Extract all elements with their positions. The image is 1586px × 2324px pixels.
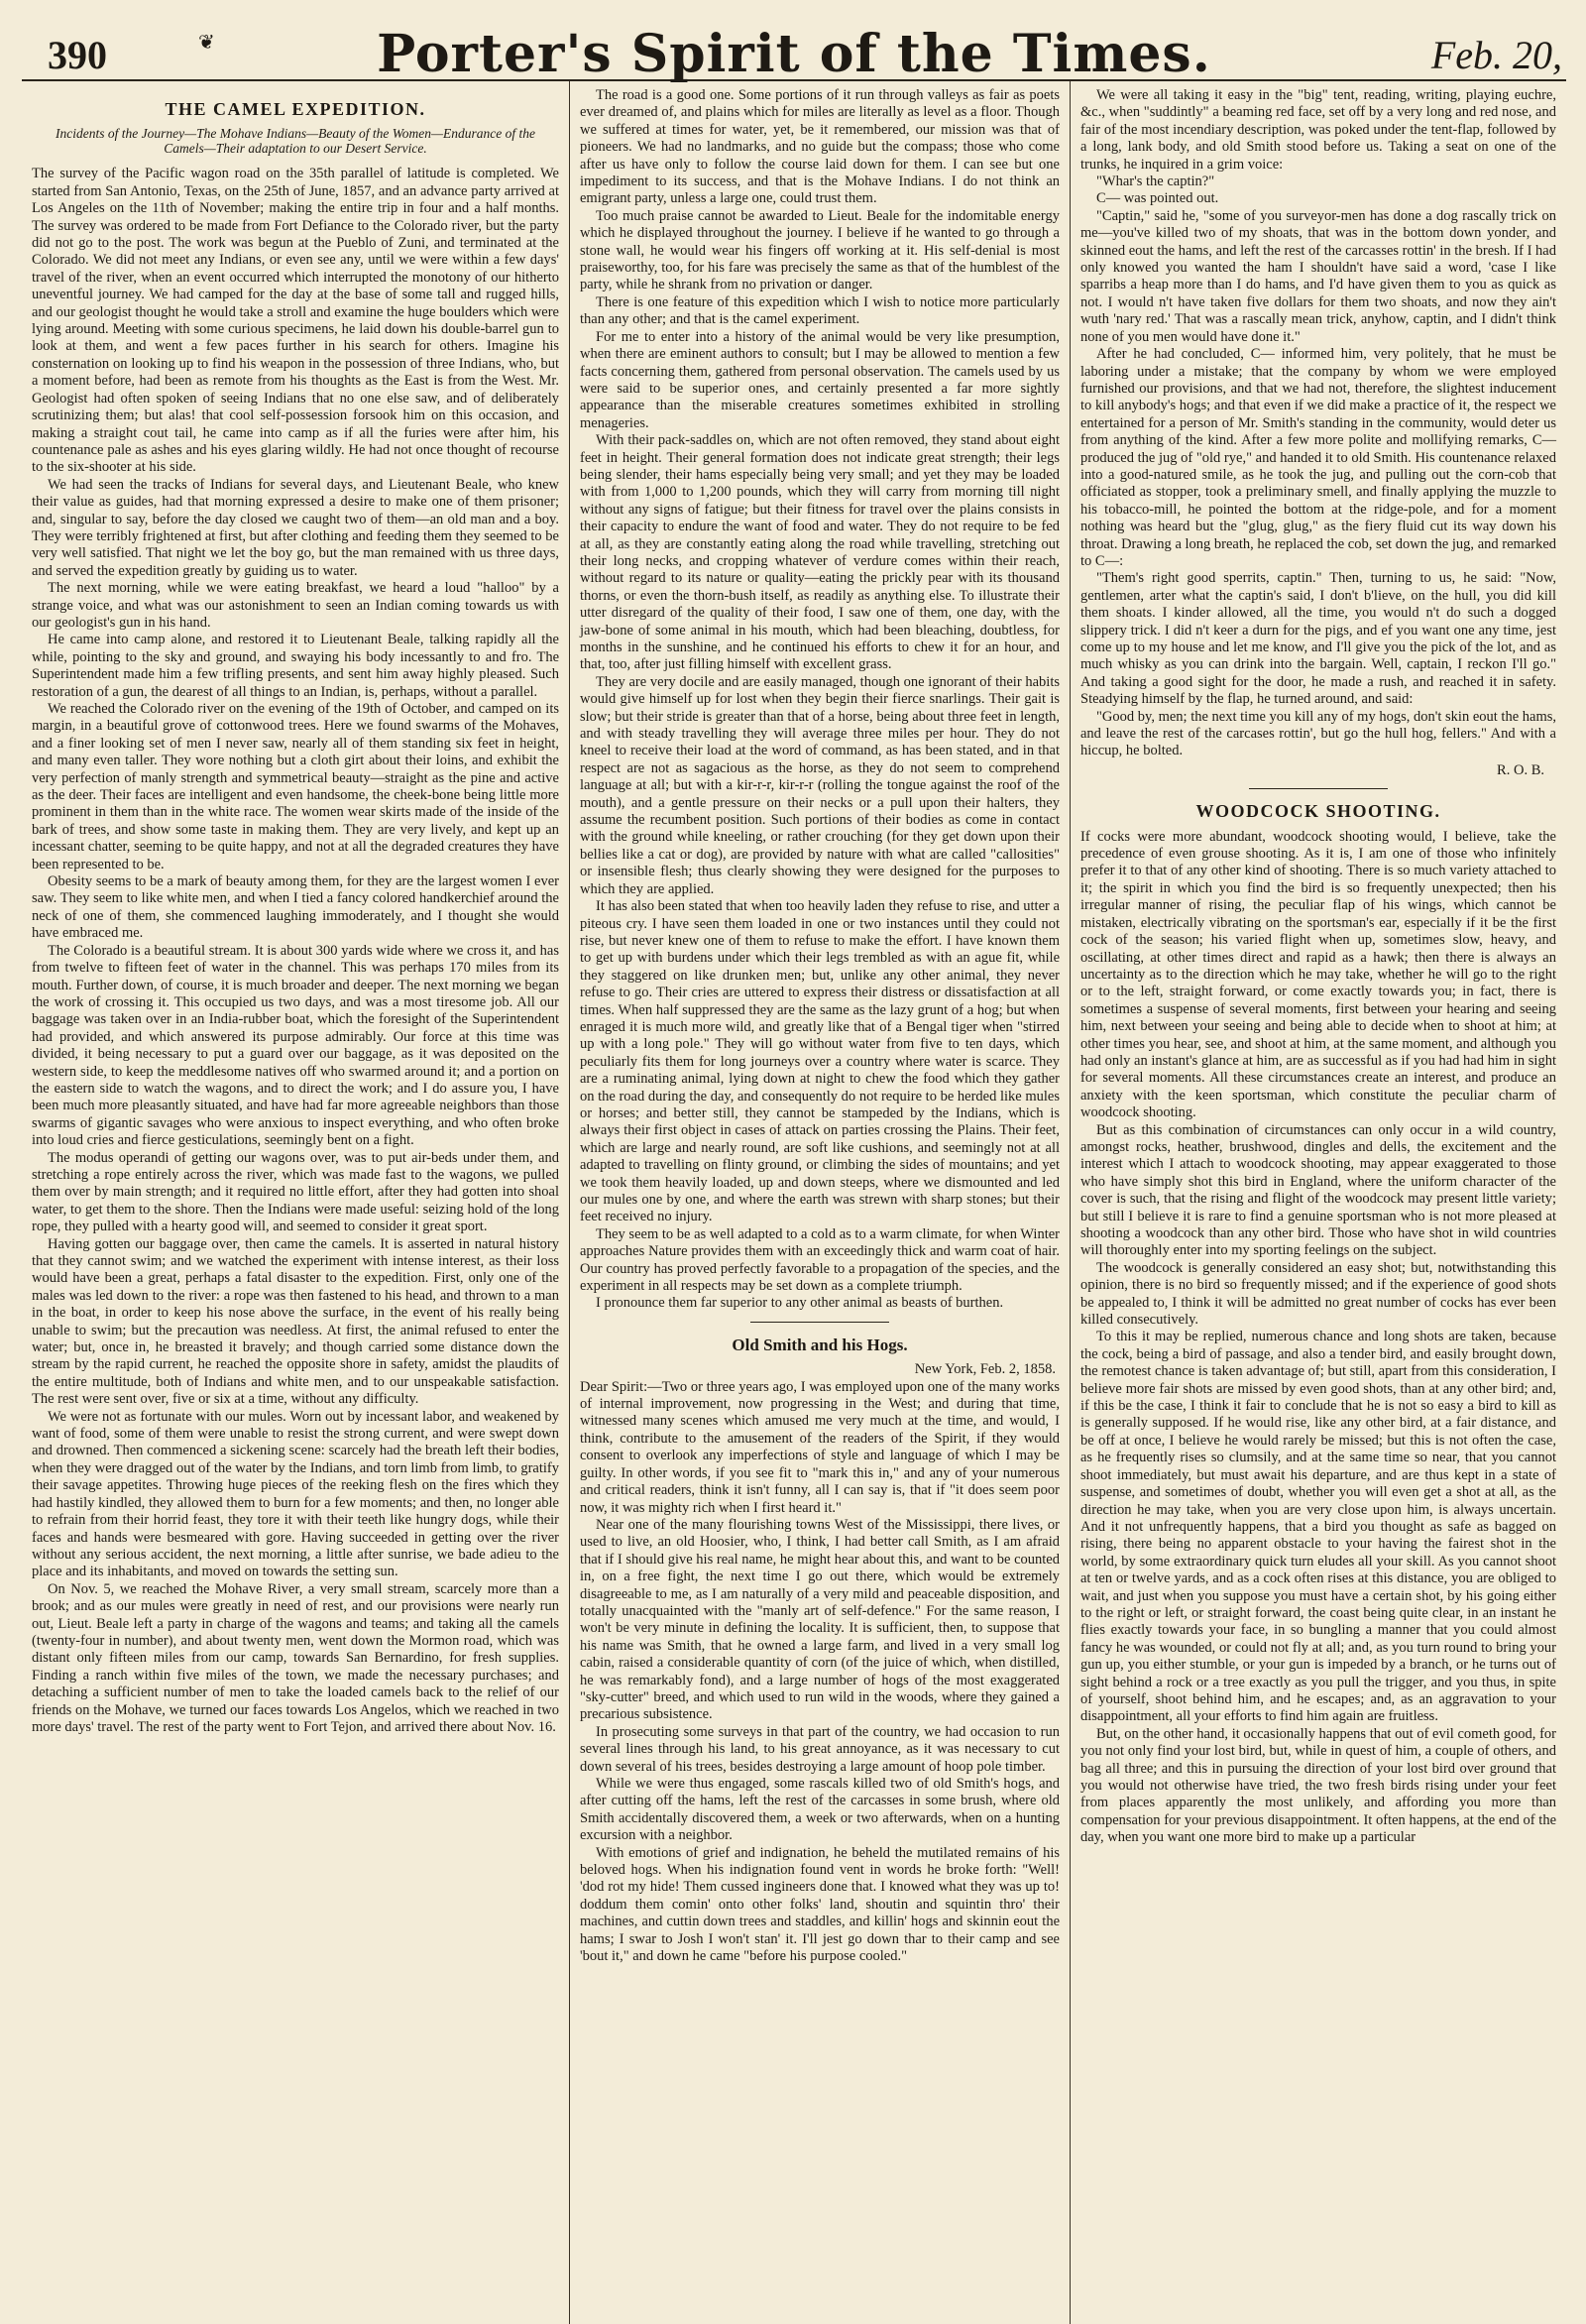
- woodcock-paragraph: But, on the other hand, it occasionally happens that out of evil cometh good, for you not only find your lost bird, but, while in quest of him, a couple of others, and bag all three; and this in pursuing the direction of your lost bird over ground that you would not otherwise have tried, the two fresh birds rising under your feet from places apparently the most unlikely, and affording you more than compensation for your previous disappointment. It often happens, at the end of the day, when you want one more bird to make up a particular: [1080, 1725, 1556, 1846]
- woodcock-paragraph: If cocks were more abundant, woodcock shooting would, I believe, take the precedence of even grouse shooting. As it is, I am one of those who infinitely prefer it to that of any other kind of shooting. There is so much variety attached to it; the spirit in which you find the bird is so frequently unexpected; then his irregular manner of rising, the peculiar flap of his wings, which cannot be mistaken, electrically vibrating on the sportsman's ear, especially if it be the first cock of the season; his varied flight when up, sometimes slow, heavy, and oscillating, at other times direct and rapid as a hawk; then there is always an uncertainty as to the direction which he may take, whether he will go to the right or to the left, straight forward, or come exactly towards you; in fact, there is sometimes a suspense of several moments, first between your hearing and seeing him, next between your seeing and being able to decide when to shoot at him; at other times you hear, see, and shoot at him, at the same moment, and although you had only an instant's glance at him, are as successful as if you had had him in sight for several moments. All these circumstances create an interest, and produce an anxiety with the keen sportsman, which constitute the peculiar charm of woodcock shooting.: [1080, 828, 1556, 1121]
- smith-paragraph: After he had concluded, C— informed him, very politely, that he must be laboring under a mistake; that the company by whom we were employed furnished our provisions, and that we had not, therefore, the slightest inducement to kill anybody's hogs; and that even if we did make a practice of it, the respect we entertained for a person of Mr. Smith's standing in the community, would deter us from anything of the kind. After a few more polite and mollifying remarks, C— produced the jug of "old rye," and handed it to old Smith. His countenance relaxed into a good-natured smile, as he took the jug, and pulling out the corn-cob that officiated as stopper, took a preliminary smell, and finally applying the muzzle to his tobacco-mill, he pointed the bottom at the ridge-pole, and for a moment nothing was heard but the "glug, glug," as the fiery fluid cut its way down his throat. Drawing a long breath, he replaced the cob, set down the jug, and remarked to C—:: [1080, 346, 1556, 569]
- column-2: [569, 81, 1070, 2324]
- smith-dateline: New York, Feb. 2, 1858.: [914, 1361, 1056, 1378]
- camel-paragraph: There is one feature of this expedition which I wish to notice more particularly than any other; and that is the camel experiment.: [580, 293, 1060, 328]
- newspaper-title: Porter's Spirit of the Times.: [377, 24, 1211, 84]
- fleuron-icon: ❦: [198, 32, 215, 54]
- smith-paragraph: We were all taking it easy in the "big" tent, reading, writing, playing euchre, &c., when "suddintly" a beaming red face, set off by a very long and red nose, and fair of the most incendiary description, was poked under the tent-flap, followed by a long, lank body, and old Smith stood before us. Taking a seat on one of the trunks, he inquired in a grim voice:: [1080, 87, 1556, 173]
- column-1: [22, 81, 569, 2324]
- camel-paragraph: He came into camp alone, and restored it to Lieutenant Beale, talking rapidly all the while, pointing to the sky and ground, and swaying his body incessantly to and fro. The Superintendent made him a few trifling presents, and sent him away highly pleased. Such restoration of a gun, the dearest of all things to an Indian, is, perhaps, without a parallel.: [32, 632, 559, 700]
- smith-paragraph: "Good by, men; the next time you kill any of my hogs, don't skin eout the hams, and leave the rest of the carcases rottin', but go the hull hog, fellers." And with a hiccup, he bolted.: [1080, 708, 1556, 759]
- camel-paragraph: We reached the Colorado river on the evening of the 19th of October, and camped on its margin, in a beautiful grove of cottonwood trees. Here we found swarms of the Mohaves, and a finer looking set of men I never saw, nearly all of them standing six feet in height, and many even taller. They wore nothing but a cloth girt about their loins, and exhibit the very perfection of manly strength and symmetrical beauty—straight as the pine and active as the deer. Their faces are intelligent and even handsome, the cheek-bone being little more prominent in them than in the white race. The women wear skirts made of the inside of the bark of trees, and show some taste in making them. They are very lively, and kept up an incessant chatter, seeming to be quite happy, and not at all the degraded creatures they have been represented to be.: [32, 701, 559, 872]
- camel-paragraph: They seem to be as well adapted to a cold as to a warm climate, for when Winter approaches Nature provides them with an exceedingly thick and warm coat of hair. Our country has proved perfectly favorable to a propagation of the species, and the experiment in all respects may be set down as a complete triumph.: [580, 1225, 1060, 1295]
- issue-date: Feb. 20,: [1430, 33, 1562, 77]
- camel-paragraph: Too much praise cannot be awarded to Lieut. Beale for the indomitable energy which he displayed throughout the journey. I believe if he wanted to go through a stone wall, he would wear his fingers off working at it. His self-denial is most praiseworthy, too, for his fare was precisely the same as that of the humblest of the party, while he shrank from no privation or danger.: [580, 207, 1060, 293]
- smith-signature: R. O. B.: [1497, 761, 1544, 778]
- camel-paragraph: We had seen the tracks of Indians for several days, and Lieutenant Beale, who knew their value as guides, had that morning expressed a desire to make one of them prisoner; and, singular to say, before the day closed we caught two of them—an old man and a boy. They were terribly frightened at first, but after clothing and feeding them they seemed to be very well satisfied. That night we let the boy go, but the man remained with us three days, and served the expedition greatly by guiding us to water.: [32, 476, 559, 579]
- camel-paragraph: The road is a good one. Some portions of it run through valleys as fair as poets ever dreamed of, and plains which for miles are literally as level as a floor. Though we suffered at times for water, yet, be it remembered, our mission was that of pioneers. We had no landmarks, and no guide but the compass; those who come after us have only to follow the course laid down for them. I can see but one impediment to its success, and that is the Mohave Indians. I do not think an emigrant party, unless a large one, could trust them.: [580, 87, 1060, 207]
- camel-paragraph: They are very docile and are easily managed, though one ignorant of their habits would give himself up for lost when they begin their fierce snarlings. Their gait is slow; but their stride is greater than that of a horse, being about three feet in length, and with steady travelling they will average three miles per hour. They do not kneel to receive their load at the word of command, as has been stated, and in that respect are not as sagacious as the horse, as they do not seem to comprehend language at all; but with a kir-r-r, kir-r-r (rolling the tongue against the roof of the mouth), and a gentle pressure on their necks or a pull upon their halters, they assume the recumbent position. Such portions of their bodies as come in contact with the ground while kneeling, or rather crouching (for they get down upon their bellies like a cat or dog), are provided by nature with what are called "callosities" or insensible flesh; thus clearly showing they were designed for the purposes to which they are applied.: [580, 673, 1060, 897]
- woodcock-paragraph: The woodcock is generally considered an easy shot; but, notwithstanding this opinion, there is no bird so frequently missed; and if the experience of good shots be appealed to, I think it will be admitted no great number of cocks has ever been killed consecutively.: [1080, 1259, 1556, 1329]
- column-3: [1070, 81, 1566, 2324]
- smith-paragraph: C— was pointed out.: [1096, 190, 1219, 207]
- smith-paragraph: Near one of the many flourishing towns West of the Mississippi, there lives, or used to live, an old Hoosier, who, I think, I had better call Smith, as I am afraid that if I should give his real name, he might hear about this, and want to be counted in, on a free fight, the next time I go out there, which would be extremely disagreeable to me, as I am naturally of a very mild and peaceable disposition, and totally unacquainted with the "manly art of self-defence." For the same reason, I won't be very minute in defining the locality. It is sufficient, then, to suppose that his name was Smith, that he owned a large farm, and lived in a very small log cabin, raised a considerable quantity of corn (of the juice of which, when distilled, he was remarkably fond), and a large number of hogs of the most exaggerated "sky-cutter" breed, and which used to run wild in the woods, where they gained a precarious subsistence.: [580, 1516, 1060, 1723]
- woodcock-paragraph: To this it may be replied, numerous chance and long shots are taken, because the cock, being a bird of passage, and also a tender bird, and easily brought down, the remotest chance is taken advantage of; but still, apart from this consideration, I believe more fair shots are missed by even good shots, than at any other bird; and, if this be the case, I think it fair to conclude that he is not so easy a bird to kill as is generally supposed. If he would rise, like any other bird, at a fair distance, and be off at once, I believe he would rarely be missed; but this is not often the case, as he frequently rises so clumsily, and at the same time so near, that you cannot shoot immediately, but must await his departure, and are thus kept in a state of suspense, and sometimes of doubt, whether you will even get a shot at all, as the direction he may take, when you are very close upon him, is always uncertain. And it not unfrequently happens, that a bird you thought as safe as bagged on rising, there being no apparent obstacle to your having the fairest shot in the world, by some extraordinary quick turn eludes all your skill. As you cannot shoot at ten or twelve yards, and as a cock often rises at this distance, you are obliged to wait, and just when you suppose you must have a certain shot, by his going either to the right or left, or straight forward, the coast being quite clear, in an instant he flies exactly towards your face, in so bungling a manner that you could almost fancy he was wounded, or could not fly at all; and, as you turn round to bring your gun up, you either stumble, or your gun is impeded by a branch, or he turns out of sight behind a rock or a tree exactly as you pull the trigger, and you thus, in spite of yourself, shoot behind him, and he escapes; and, as an aggravation to your disappointment, all your efforts to find him again are fruitless.: [1080, 1329, 1556, 1725]
- camel-paragraph: The next morning, while we were eating breakfast, we heard a loud "halloo" by a strange voice, and what was our astonishment to seen an Indian coming towards us with our geologist's gun in his hand.: [32, 580, 559, 631]
- camel-paragraph: The survey of the Pacific wagon road on the 35th parallel of latitude is completed. We started from San Antonio, Texas, on the 25th of June, 1857, and an advance party arrived at Los Angeles on the 11th of November; making the entire trip in four and a half months. The survey was ordered to be made from Fort Defiance to the Colorado river, but the party did not go to the post. The work was begun at the Pueblo of Zuni, and terminated at the Colorado. We did not meet any Indians, or even see any, until we were within a few days' travel of the river, when an event occurred which interrupted the monotony of our hitherto uneventful journey. We had camped for the day at the base of some tall and rugged hills, and our geologist thought he would take a stroll and examine the huge boulders which were lying around. Meeting with some curious specimens, he laid down his double-barrel gun to look at them, and went a few paces further in his search for others. Imagine his consternation on looking up to find his weapon in the possession of three Indians, who, but a moment before, had been as remote from his thoughts as the East is from the West. Mr. Geologist had often spoken of seeing Indians that no one else saw, and of deliberately scrutinizing them; but alas! that cool self-possession forsook him on this occasion, and making a straight cout tail, he came into camp as if all the furies were after him, his countenance pale as ashes and his eyes glaring wildly. He had not once thought of recourse to the six-shooter at his side.: [32, 166, 559, 476]
- camel-paragraph: With their pack-saddles on, which are not often removed, they stand about eight feet in height. Their general formation does not indicate great strength; their legs being slender, their hams especially being very small; and yet they may be loaded with from 1,000 to 1,200 pounds, which they will carry from morning till night without any signs of fatigue; but their fitness for travel over the plains consists in their capacity to endure the want of food and water. They do not require to be fed at all, as they are constantly eating along the road while travelling, stretching out their long necks, and cropping whatever of verdure comes within their reach, without regard to its nature or quality—eating the prickly pear with its thousand thorns, or even the thorn-bush itself, as readily as anything else. To illustrate their utter disregard of the quality of their food, I saw one of them, one day, with the jaw-bone of some animal in his mouth, which had been bleaching, doubtless, for months in the sunshine, and he continued his efforts to chew it for an hour, and that, too, after just filling himself with excellent grass.: [580, 432, 1060, 673]
- camel-paragraph: The Colorado is a beautiful stream. It is about 300 yards wide where we cross it, and has from twelve to fifteen feet of water in the channel. This was perhaps 170 miles from its mouth. Further down, of course, it is much broader and deeper. The next morning we began the work of crossing it. This occupied us two days, and was a most tiresome job. All our baggage was taken over in an India-rubber boat, which the foresight of the Superintendent had provided, and which answered its purpose admirably. Our force at this time was divided, it being necessary to put a guard over our baggage, as it was deposited on the western side, to keep the meddlesome natives off who swarmed around it; and a portion on the eastern side to watch the wagons, and to direct the work; and I do assure you, I have been much more pleasantly situated, and have had far more agreeable neighbors than those swarms of gigantic savages who were anxious to inspect everything, and who often broke into loud cries and fierce gesticulations, seemingly bent on a fight.: [32, 942, 559, 1149]
- woodcock-paragraph: But as this combination of circumstances can only occur in a wild country, amongst rocks, heather, brushwood, dingles and dells, the excitement and the interest which I attach to woodcock shooting, may appear exaggerated to those who have simply shot this bird in England, where the uniform character of the cover is such, that the rising and flight of the woodcock may present little variety; but still I believe it is rare to find a genuine sportsman who is not more pleased at shooting a woodcock than any other bird. Those who have shot in wild countries will thoroughly enter into my sporting feelings on the subject.: [1080, 1121, 1556, 1259]
- masthead: [22, 18, 1566, 84]
- camel-paragraph: Obesity seems to be a mark of beauty among them, for they are the largest women I ever saw. They seem to like white men, and when I tied a fancy colored handkerchief around the neck of one of them, she commenced laughing immoderately, and I thought she would have embraced me.: [32, 873, 559, 942]
- smith-paragraph: "Whar's the captin?": [1096, 174, 1215, 190]
- page-number: 390: [48, 33, 107, 77]
- camel-paragraph: The modus operandi of getting our wagons over, was to put air-beds under them, and stretching a rope entirely across the river, which was made fast to the wagons, we pulled them over by main strength; and it required no little effort, after they had gotten into shoal water, to get them to the shore. Then the Indians were made useful: seizing hold of the long rope, they pulled with a hearty good will, and seemed to consider it great sport.: [32, 1149, 559, 1235]
- smith-paragraph: "Captin," said he, "some of you surveyor-men has done a dog rascally trick on me—you've killed two of my shoats, that was in the bottom down yonder, and skinned eout the hams, and left the rest of the carcasses rottin' in the bresh. If I had only knowed you wanted the ham I shouldn't have said a word, 'case I like sparribs a heap more than I do hams, and I'd have given them to you as quick as not. I would n't have taken five dollars for them two shoats, and now they ain't wuth 'nary red.' That was a rascally mean trick, anyhow, captin, and I didn't think none of you men would have done it.": [1080, 207, 1556, 345]
- camel-paragraph: It has also been stated that when too heavily laden they refuse to rise, and utter a piteous cry. I have seen them loaded in one or two instances until they could not rise, but never knew one of them to refuse to make the effort. I have known them to get up with burdens under which their legs trembled as with an ague fit, while they staggered on like drunken men; but, unlike any other animal, they never refuse to go. Their cries are uttered to express their distress or dissatisfaction at all times. When half suppressed they are the same as the lazy grunt of a hog; but when enraged it is much more wild, and greatly like that of a Bengal tiger when "stirred up with a long pole." They will go without water from five to ten days, which peculiarly fits them for long journeys over a country where water is scarce. They are a ruminating animal, lying down at night to chew the food which they gather on the road during the day, and consequently do not require to be herded like mules or horses; and better still, they cannot be stampeded by the Indians, which is always their first object in cases of attack on parties crossing the Plains. Their feet, which are large and nearly round, are soft like cushions, and seemingly not at all adapted to travelling on flinty ground, or climbing the sides of mountains; and yet we took them heavily loaded, up and down steeps, where we dismounted and led our mules one by one, and where the earth was strewn with sharp stones; but their feet received no injury.: [580, 898, 1060, 1225]
- smith-paragraph: "Them's right good sperrits, captin." Then, turning to us, he said: "Now, gentlemen, arter what the captin's said, I don't b'lieve, on the hull, you did kill them shoats. I kinder allowed, all the time, you would n't do such a dogged slippery trick. I did n't keer a durn for the pigs, and ef you want one any time, jest come up to my house and let me know, and I'll give you the pick of the lot, and as much whisky as you can drink into the bargain. Well, captain, I reckon I'll go." And taking a good sight for the door, he made a rush, and reached it in safety. Steadying himself by the flap, he turned around, and said:: [1080, 570, 1556, 708]
- camel-paragraph: For me to enter into a history of the animal would be very like presumption, when there are eminent authors to consult; but I may be allowed to mention a few facts concerning them, gathered from personal observation. The camels used by us were said to be superior ones, and certainly presented a far more sightly appearance than the miserable creatures sometimes exhibited in strolling menageries.: [580, 328, 1060, 431]
- camel-paragraph: Having gotten our baggage over, then came the camels. It is asserted in natural history that they cannot swim; and we watched the experiment with intense interest, as their loss would have been a great, perhaps a fatal disaster to the expedition. First, only one of the males was led down to the river: a rope was then fastened to his head, and thrown to a man in the boat, in order to keep his nose above the surface, in the event of his really being unable to swim; but the precaution was needless. At first, the animal refused to enter the water; but, once in, he breasted it bravely; and though carried some distance down the stream by the rapid current, he reached the opposite shore in safety, amidst the plaudits of the entire multitude, both of Indians and white men, and to our unspeakable satisfaction. The rest were sent over, five or six at a time, without any difficulty.: [32, 1235, 559, 1408]
- smith-paragraph: In prosecuting some surveys in that part of the country, we had occasion to run several lines through his land, to his great annoyance, as it was necessary to cut down several of his trees, besides destroying a large amount of hoop pole timber.: [580, 1723, 1060, 1775]
- smith-paragraph: Dear Spirit:—Two or three years ago, I was employed upon one of the many works of internal improvement, now progressing in the West; and during that time, witnessed many scenes which amused me very much at the time, and would, I think, contribute to the amusement of the readers of the Spirit, if they would consent to overlook any imperfections of style and language of which I may be guilty. In other words, if you see fit to "mark this in," and any of your numerous and critical readers, think it isn't funny, all I can say is, that if "it does seem poor now, it was mighty rich when I first heard it.": [580, 1378, 1060, 1516]
- camel-paragraph: We were not as fortunate with our mules. Worn out by incessant labor, and weakened by want of food, some of them were unable to resist the strong current, and were swept down and drowned. Then commenced a sickening scene: scarcely had the breath left their bodies, when they were dragged out of the water by the Indians, and torn limb from limb, to gratify their savage appetites. Throwing huge pieces of the reeking flesh on the fires which they had hastily kindled, they allowed them to burn for a few moments; and then, no longer able to refrain from their horrid feast, they tore it with their teeth like hungry dogs, while their faces and hands were besmeared with gore. Having succeeded in getting over the river without any serious accident, the next morning, a little after sunrise, we bade adieu to the place and its inhabitants, and moved on towards the setting sun.: [32, 1408, 559, 1580]
- camel-paragraph: I pronounce them far superior to any other animal as beasts of burthen.: [596, 1295, 1004, 1312]
- camel-paragraph: On Nov. 5, we reached the Mohave River, a very small stream, scarcely more than a brook; and as our mules were greatly in need of rest, and our provisions were nearly run out, Lieut. Beale left a party in charge of the wagons and teams; and taking all the camels (twenty-four in number), and about twenty men, went down the Mormon road, which was distant only fifteen miles from our camp, towards San Bernardino, for fresh supplies. Finding a ranch within five miles of the town, we made the necessary purchases; and detaching a sufficient number of men to take the loaded camels back to the relief of our friends on the Mohave, we turned our faces towards Los Angelos, which we reached in two more days' travel. The rest of the party went to Fort Tejon, and arrived there about Nov. 16.: [32, 1580, 559, 1735]
- camel-heading: THE CAMEL EXPEDITION.: [165, 99, 426, 119]
- camel-subheading: Incidents of the Journey—The Mohave Indians—Beauty of the Women—Endurance of the Camels—Their adaptation to our Desert Service.: [56, 126, 535, 157]
- columns: [22, 81, 1566, 2324]
- smith-heading: Old Smith and his Hogs.: [732, 1335, 908, 1354]
- smith-paragraph: While we were thus engaged, some rascals killed two of old Smith's hogs, and after cutting off the hams, left the rest of the carcasses in some brush, where old Smith accidentally discovered them, a week or two afterwards, when on a hunting excursion with a neighbor.: [580, 1776, 1060, 1844]
- divider: [750, 1322, 889, 1323]
- woodcock-heading: WOODCOCK SHOOTING.: [1195, 801, 1441, 822]
- smith-paragraph: With emotions of grief and indignation, he beheld the mutilated remains of his beloved hogs. When his indignation found vent in words he broke forth: "Well! 'dod rot my hide! Them cussed ingineers done that. I knowed what they was up to! doddum them comin' onto other folks' land, shoutin and squintin thro' their machines, and cuttin down trees and staddles, and killin' hogs and skinnin eout the hams; I swar to Josh I won't stan' it. I'll jest go down thar to their camp and see 'bout it," and down he came "before his purpose cooled.": [580, 1844, 1060, 1965]
- divider: [1249, 788, 1388, 789]
